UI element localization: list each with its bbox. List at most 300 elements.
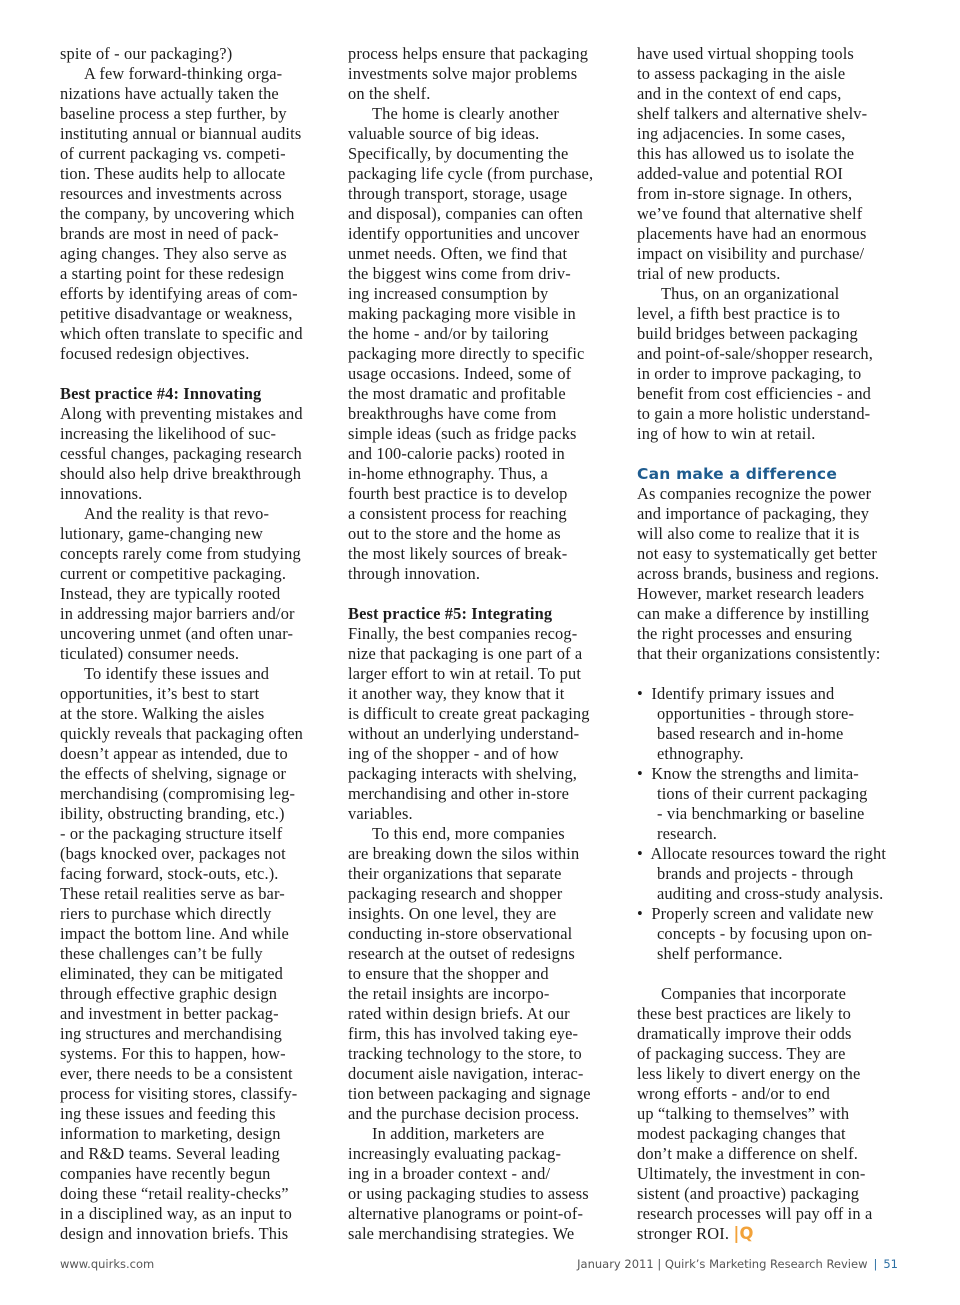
line-text: dramatically improve their odds	[637, 1024, 852, 1043]
spacer	[348, 584, 610, 604]
line-text: process helps ensure that packaging	[348, 44, 589, 63]
line-text: shelf talkers and alternative shelv-	[637, 104, 868, 123]
line-text: rated within design briefs. At our	[348, 1004, 570, 1023]
text-line	[60, 604, 326, 624]
text-line	[348, 784, 610, 804]
line-text: in addressing major barriers and/or	[60, 604, 295, 623]
text-line	[348, 1144, 610, 1164]
text-line	[637, 524, 905, 544]
line-text: • Allocate resources toward the right	[637, 844, 887, 863]
text-line	[60, 584, 326, 604]
line-text: focused redesign objectives.	[60, 344, 250, 363]
line-text: aging changes. They also serve as	[60, 244, 287, 263]
line-text: through innovation.	[348, 564, 481, 583]
text-line	[348, 864, 610, 884]
text-line	[60, 1084, 326, 1104]
text-line	[637, 1164, 905, 1184]
line-text: brands and projects - through	[657, 864, 854, 883]
line-text: These retail realities serve as bar-	[60, 884, 285, 903]
bullet-continuation	[637, 704, 905, 724]
line-text: based research and in-home	[657, 724, 844, 743]
line-text: on the shelf.	[348, 84, 431, 103]
text-line	[60, 624, 326, 644]
text-line	[60, 264, 326, 284]
line-text: concepts rarely come from studying	[60, 544, 301, 563]
line-text: current or competitive packaging.	[60, 564, 287, 583]
text-line	[60, 944, 326, 964]
text-line	[637, 1104, 905, 1124]
text-line	[348, 164, 610, 184]
text-line	[637, 44, 905, 64]
text-line	[348, 704, 610, 724]
line-text: tion. These audits help to allocate	[60, 164, 286, 183]
text-line	[348, 664, 610, 684]
text-line	[637, 284, 905, 304]
line-text: of packaging success. They are	[637, 1044, 846, 1063]
text-line	[60, 804, 326, 824]
line-text: impact the bottom line. And while	[60, 924, 289, 943]
spacer	[637, 664, 905, 684]
text-line	[637, 644, 905, 664]
text-line	[60, 824, 326, 844]
text-line	[348, 144, 610, 164]
bullet-continuation	[637, 884, 905, 904]
line-text: information to marketing, design	[60, 1124, 281, 1143]
line-text: ethnography.	[657, 744, 744, 763]
line-text: ing adjacencies. In some cases,	[637, 124, 846, 143]
line-text: In addition, marketers are	[372, 1124, 545, 1143]
line-text: resources and investments across	[60, 184, 282, 203]
text-line	[348, 684, 610, 704]
text-line	[60, 44, 326, 64]
line-text: petitive disadvantage or weakness,	[60, 304, 293, 323]
text-line	[637, 1004, 905, 1024]
text-line	[637, 384, 905, 404]
line-text: systems. For this to happen, how-	[60, 1044, 286, 1063]
line-text: in-home ethnography. Thus, a	[348, 464, 548, 483]
text-line	[60, 124, 326, 144]
line-text: A few forward-thinking orga-	[84, 64, 283, 83]
line-text: auditing and cross-study analysis.	[657, 884, 884, 903]
text-line	[348, 1064, 610, 1084]
footer-issue-info	[577, 1257, 898, 1271]
text-line	[60, 1104, 326, 1124]
line-text: opportunities, it’s best to start	[60, 684, 260, 703]
section-heading	[60, 384, 326, 404]
line-text: and in the context of end caps,	[637, 84, 842, 103]
line-text: the most dramatic and profitable	[348, 384, 566, 403]
text-line	[60, 484, 326, 504]
text-line	[60, 844, 326, 864]
line-text: is difficult to create great packaging	[348, 704, 590, 723]
text-line	[60, 304, 326, 324]
text-line	[348, 344, 610, 364]
line-text: we’ve found that alternative shelf	[637, 204, 863, 223]
line-text: Instead, they are typically rooted	[60, 584, 281, 603]
line-text: ing of the shopper - and of how	[348, 744, 559, 763]
text-line	[60, 1024, 326, 1044]
line-text: Ultimately, the investment in con-	[637, 1164, 866, 1183]
text-line	[60, 1204, 326, 1224]
text-line	[637, 184, 905, 204]
line-text: Best practice #5: Integrating	[348, 604, 553, 623]
text-line	[348, 44, 610, 64]
line-text: To this end, more companies	[372, 824, 565, 843]
bullet-item	[637, 684, 905, 704]
line-text: the most likely sources of break-	[348, 544, 568, 563]
text-line	[348, 904, 610, 924]
text-line	[60, 424, 326, 444]
line-text: across brands, business and regions.	[637, 564, 880, 583]
text-line	[637, 564, 905, 584]
text-line	[60, 464, 326, 484]
line-text: of current packaging vs. competi-	[60, 144, 286, 163]
text-line	[348, 964, 610, 984]
line-text: level, a fifth best practice is to	[637, 304, 841, 323]
text-line	[637, 344, 905, 364]
line-text: this has allowed us to isolate the	[637, 144, 855, 163]
line-text: and importance of packaging, they	[637, 504, 870, 523]
line-text: merchandising and other in-store	[348, 784, 569, 803]
line-text: the biggest wins come from driv-	[348, 264, 571, 283]
line-text: and the purchase decision process.	[348, 1104, 580, 1123]
line-text: doesn’t appear as intended, due to	[60, 744, 288, 763]
line-text: cessful changes, packaging research	[60, 444, 302, 463]
line-text: usage occasions. Indeed, some of	[348, 364, 572, 383]
line-text: the right processes and ensuring	[637, 624, 853, 643]
line-text: from in-store signage. In others,	[637, 184, 853, 203]
text-line	[60, 704, 326, 724]
text-line	[348, 624, 610, 644]
text-line	[348, 184, 610, 204]
line-text: wrong efforts - and/or to end	[637, 1084, 830, 1103]
line-text: through transport, storage, usage	[348, 184, 568, 203]
text-line	[348, 524, 610, 544]
line-text: at the store. Walking the aisles	[60, 704, 265, 723]
text-line	[637, 144, 905, 164]
line-text: their organizations that separate	[348, 864, 562, 883]
line-text: increasingly evaluating packag-	[348, 1144, 562, 1163]
text-line	[348, 124, 610, 144]
line-text: • Know the strengths and limita-	[637, 764, 859, 783]
line-text: • Identify primary issues and	[637, 684, 835, 703]
line-text: trial of new products.	[637, 264, 781, 283]
page-footer	[60, 1257, 898, 1273]
line-text: opportunities - through store-	[657, 704, 855, 723]
line-text: riers to purchase which directly	[60, 904, 272, 923]
text-line	[60, 904, 326, 924]
text-line	[637, 1204, 905, 1224]
text-line	[60, 964, 326, 984]
text-line	[60, 144, 326, 164]
line-text: - via benchmarking or baseline	[657, 804, 865, 823]
text-line	[348, 1104, 610, 1124]
text-line	[348, 244, 610, 264]
text-line	[348, 764, 610, 784]
text-line	[60, 544, 326, 564]
text-line	[348, 1184, 610, 1204]
text-line	[348, 1044, 610, 1064]
end-mark-logo: |Q	[733, 1224, 754, 1243]
line-text: identify opportunities and uncover	[348, 224, 580, 243]
text-line	[348, 304, 610, 324]
line-text: tion between packaging and signage	[348, 1084, 591, 1103]
text-line	[348, 1084, 610, 1104]
line-text: breakthroughs have come from	[348, 404, 557, 423]
line-text: efforts by identifying areas of com-	[60, 284, 298, 303]
text-line	[637, 1224, 905, 1244]
text-line	[348, 1004, 610, 1024]
text-line	[637, 244, 905, 264]
text-line	[60, 564, 326, 584]
line-text: stronger ROI.	[637, 1224, 730, 1243]
line-text: ticulated) consumer needs.	[60, 644, 240, 663]
text-line	[637, 504, 905, 524]
line-text: spite of - our packaging?)	[60, 44, 233, 63]
text-line	[60, 1164, 326, 1184]
line-text: packaging life cycle (from purchase,	[348, 164, 594, 183]
text-line	[348, 544, 610, 564]
text-line	[348, 284, 610, 304]
text-line	[348, 1164, 610, 1184]
line-text: research at the outset of redesigns	[348, 944, 575, 963]
text-line	[637, 224, 905, 244]
text-line	[348, 944, 610, 964]
line-text: to gain a more holistic understand-	[637, 404, 871, 423]
bullet-continuation	[637, 784, 905, 804]
line-text: variables.	[348, 804, 413, 823]
text-line	[348, 84, 610, 104]
text-line	[637, 624, 905, 644]
text-line	[60, 744, 326, 764]
text-line	[637, 64, 905, 84]
line-text: innovations.	[60, 484, 143, 503]
text-line	[348, 644, 610, 664]
bullet-continuation	[637, 724, 905, 744]
text-line	[60, 64, 326, 84]
text-line	[60, 684, 326, 704]
line-text: ing these issues and feeding this	[60, 1104, 276, 1123]
line-text: However, market research leaders	[637, 584, 865, 603]
text-line	[60, 284, 326, 304]
line-text: or using packaging studies to assess	[348, 1184, 589, 1203]
text-line	[348, 364, 610, 384]
text-line	[348, 224, 610, 244]
text-line	[637, 604, 905, 624]
text-line	[637, 1024, 905, 1044]
line-text: ever, there needs to be a consistent	[60, 1064, 293, 1083]
spacer	[637, 964, 905, 984]
text-line	[60, 84, 326, 104]
line-text: Thus, on an organizational	[661, 284, 840, 303]
line-text: sistent (and proactive) packaging	[637, 1184, 860, 1203]
text-line	[60, 524, 326, 544]
text-line	[348, 264, 610, 284]
text-line	[348, 324, 610, 344]
line-text: companies have recently begun	[60, 1164, 271, 1183]
line-text: lutionary, game-changing new	[60, 524, 263, 543]
line-text: which often translate to specific and	[60, 324, 303, 343]
text-line	[60, 924, 326, 944]
line-text: Can make a difference	[637, 465, 838, 483]
line-text: don’t make a difference on shelf.	[637, 1144, 858, 1163]
line-text: quickly reveals that packaging often	[60, 724, 303, 743]
text-line	[637, 124, 905, 144]
line-text: up “talking to themselves” with	[637, 1104, 850, 1123]
text-line	[637, 544, 905, 564]
text-line	[60, 204, 326, 224]
line-text: increasing the likelihood of suc-	[60, 424, 277, 443]
text-line	[60, 344, 326, 364]
line-text: unmet needs. Often, we find that	[348, 244, 568, 263]
line-text: the company, by uncovering which	[60, 204, 295, 223]
line-text: ing of how to win at retail.	[637, 424, 816, 443]
text-line	[637, 364, 905, 384]
line-text: As companies recognize the power	[637, 484, 872, 503]
line-text: ing increased consumption by	[348, 284, 549, 303]
line-text: placements have had an enormous	[637, 224, 867, 243]
line-text: larger effort to win at retail. To put	[348, 664, 582, 683]
text-line	[60, 224, 326, 244]
line-text: packaging research and shopper	[348, 884, 563, 903]
line-text: packaging more directly to specific	[348, 344, 585, 363]
line-text: these challenges can’t be fully	[60, 944, 263, 963]
line-text: eliminated, they can be mitigated	[60, 964, 283, 983]
line-text: the retail insights are incorpo-	[348, 984, 550, 1003]
text-line	[348, 384, 610, 404]
line-text: and point-of-sale/shopper research,	[637, 344, 873, 363]
text-line	[60, 1064, 326, 1084]
text-line	[637, 104, 905, 124]
bullet-continuation	[637, 804, 905, 824]
text-line	[60, 1224, 326, 1244]
page-number: 51	[883, 1257, 898, 1271]
line-text: to assess packaging in the aisle	[637, 64, 846, 83]
footer-website-link[interactable]: www.quirks.com	[60, 1257, 155, 1271]
text-line	[348, 724, 610, 744]
line-text: and disposal), companies can often	[348, 204, 583, 223]
line-text: valuable source of big ideas.	[348, 124, 540, 143]
bullet-continuation	[637, 864, 905, 884]
line-text: and R&D teams. Several leading	[60, 1144, 280, 1163]
line-text: • Properly screen and validate new	[637, 904, 874, 923]
line-text: The home is clearly another	[372, 104, 560, 123]
footer-separator: |	[873, 1257, 878, 1271]
line-text: not easy to systematically get better	[637, 544, 877, 563]
text-line	[637, 404, 905, 424]
section-heading	[348, 604, 610, 624]
line-text: and 100-calorie packs) rooted in	[348, 444, 565, 463]
line-text: these best practices are likely to	[637, 1004, 851, 1023]
line-text: Best practice #4: Innovating	[60, 384, 262, 403]
article-column-3	[637, 44, 905, 1244]
line-text: research.	[657, 824, 718, 843]
text-line	[60, 404, 326, 424]
text-line	[348, 1124, 610, 1144]
text-line	[60, 1184, 326, 1204]
text-line	[60, 764, 326, 784]
line-text: through effective graphic design	[60, 984, 278, 1003]
footer-issue: January 2011 | Quirk’s Marketing Research Review	[577, 1257, 868, 1271]
text-line	[348, 984, 610, 1004]
text-line	[348, 444, 610, 464]
article-column-1	[60, 44, 326, 1244]
text-line	[348, 504, 610, 524]
line-text: and investment in better packag-	[60, 1004, 279, 1023]
text-line	[60, 504, 326, 524]
line-text: to ensure that the shopper and	[348, 964, 549, 983]
text-line	[60, 984, 326, 1004]
line-text: build bridges between packaging	[637, 324, 858, 343]
line-text: can make a difference by instilling	[637, 604, 870, 623]
text-line	[60, 784, 326, 804]
line-text: in a disciplined way, as an input to	[60, 1204, 292, 1223]
line-text: ibility, obstructing branding, etc.)	[60, 804, 285, 823]
text-line	[60, 724, 326, 744]
text-line	[60, 864, 326, 884]
line-text: Specifically, by documenting the	[348, 144, 569, 163]
bullet-item	[637, 844, 905, 864]
text-line	[348, 424, 610, 444]
line-text: concepts - by focusing upon on-	[657, 924, 873, 943]
line-text: simple ideas (such as fridge packs	[348, 424, 577, 443]
text-line	[637, 164, 905, 184]
text-line	[637, 1184, 905, 1204]
line-text: Companies that incorporate	[661, 984, 847, 1003]
text-line	[60, 664, 326, 684]
line-text: process for visiting stores, classify-	[60, 1084, 298, 1103]
text-line	[637, 1124, 905, 1144]
text-line	[348, 1204, 610, 1224]
line-text: impact on visibility and purchase/	[637, 244, 865, 263]
text-line	[60, 324, 326, 344]
line-text: firm, this has involved taking eye-	[348, 1024, 579, 1043]
text-line	[637, 424, 905, 444]
line-text: investments solve major problems	[348, 64, 578, 83]
text-line	[637, 1064, 905, 1084]
text-line	[637, 1044, 905, 1064]
text-line	[348, 1024, 610, 1044]
line-text: fourth best practice is to develop	[348, 484, 568, 503]
text-line	[637, 484, 905, 504]
line-text: less likely to divert energy on the	[637, 1064, 861, 1083]
text-line	[348, 824, 610, 844]
line-text: brands are most in need of pack-	[60, 224, 279, 243]
text-line	[637, 84, 905, 104]
text-line	[60, 104, 326, 124]
line-text: it another way, they know that it	[348, 684, 565, 703]
line-text: instituting annual or biannual audits	[60, 124, 302, 143]
text-line	[60, 184, 326, 204]
text-line	[348, 484, 610, 504]
text-line	[60, 444, 326, 464]
text-line	[348, 744, 610, 764]
line-text: insights. On one level, they are	[348, 904, 557, 923]
line-text: shelf performance.	[657, 944, 783, 963]
text-line	[348, 104, 610, 124]
line-text: document aisle navigation, interac-	[348, 1064, 584, 1083]
line-text: (bags knocked over, packages not	[60, 844, 286, 863]
line-text: benefit from cost efficiencies - and	[637, 384, 872, 403]
bullet-continuation	[637, 744, 905, 764]
text-line	[637, 984, 905, 1004]
line-text: will also come to realize that it is	[637, 524, 860, 543]
bullet-item	[637, 764, 905, 784]
line-text: Finally, the best companies recog-	[348, 624, 578, 643]
text-line	[348, 1224, 610, 1244]
line-text: a starting point for these redesign	[60, 264, 285, 283]
line-text: uncovering unmet (and often unar-	[60, 624, 294, 643]
